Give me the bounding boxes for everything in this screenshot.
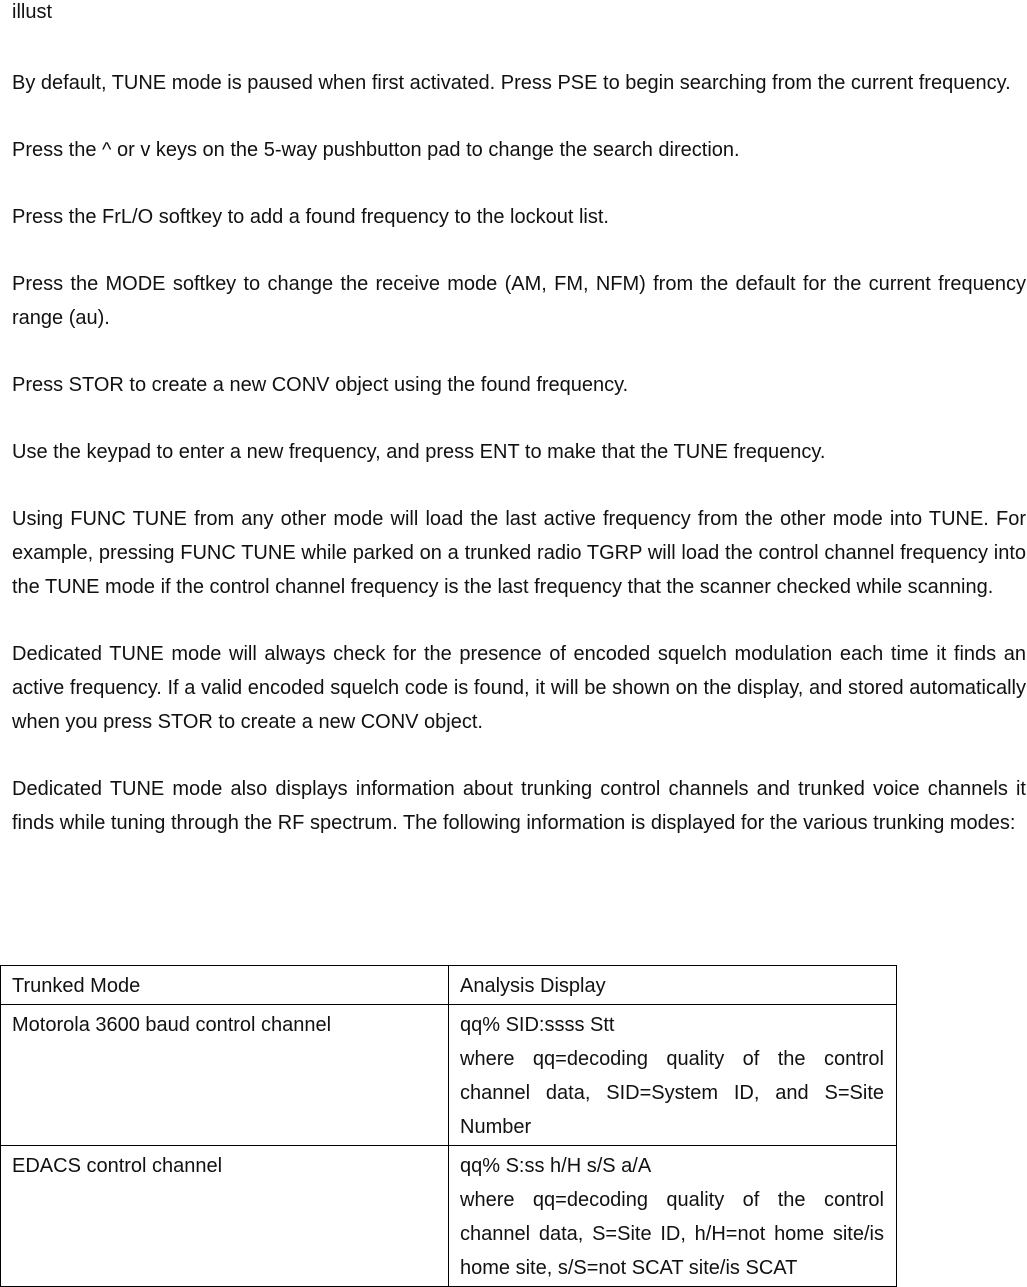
paragraph-lockout: Press the FrL/O softkey to add a found frequency to the lockout list. (12, 206, 609, 228)
table-row (1, 1146, 897, 1287)
paragraph-encoded-squelch: Dedicated TUNE mode will always check for the presence of encoded squelch modulation each time it finds an active frequency. If a valid encoded squelch code is found, it will be shown on the display, and stored automatically when you press STOR to create a new CONV object. (12, 643, 1026, 733)
header-analysis-display: Analysis Display (449, 966, 897, 1005)
cell-analysis (449, 1005, 897, 1146)
paragraph-func-tune: Using FUNC TUNE from any other mode will load the last active frequency from the other mode into TUNE. For example, pressing FUNC TUNE while parked on a trunked radio TGRP will load the control channel frequency into the TUNE mode if the control channel frequency is the last frequency that the scanner checked while scanning. (12, 508, 1026, 598)
spacer (12, 24, 1026, 66)
spacer (12, 604, 1026, 637)
page-heading: illust (12, 1, 53, 23)
paragraph-keypad: Use the keypad to enter a new frequency, and press ENT to make that the TUNE frequency. (12, 441, 826, 463)
table-header-row (1, 966, 897, 1005)
spacer (12, 402, 1026, 435)
table-row (1, 1005, 897, 1146)
trunked-mode-table (0, 965, 897, 1287)
document-page (12, 0, 1026, 840)
paragraph-trunking-info: Dedicated TUNE mode also displays information about trunking control channels and trunked voice channels it finds while tuning through the RF spectrum. The following information is displayed for the various trunking modes: (12, 778, 1026, 834)
cell-analysis (449, 1146, 897, 1287)
spacer (12, 469, 1026, 502)
spacer (12, 335, 1026, 368)
analysis-description: where qq=decoding quality of the control channel data, SID=System ID, and S=Site Number (460, 1048, 884, 1138)
analysis-display-format: qq% SID:ssss Stt (460, 1014, 615, 1036)
analysis-description: where qq=decoding quality of the control channel data, S=Site ID, h/H=not home site/is home site, s/S=not SCAT site/is SCAT (460, 1189, 884, 1279)
paragraph-default-paused: By default, TUNE mode is paused when first activated. Press PSE to begin searching from the current frequency. (12, 72, 1011, 94)
cell-mode: Motorola 3600 baud control channel (1, 1005, 449, 1146)
spacer (12, 234, 1026, 267)
spacer (12, 167, 1026, 200)
cell-mode: EDACS control channel (1, 1146, 449, 1287)
paragraph-mode-softkey: Press the MODE softkey to change the receive mode (AM, FM, NFM) from the default for the current frequency range (au). (12, 273, 1026, 329)
spacer (12, 739, 1026, 772)
header-trunked-mode: Trunked Mode (1, 966, 449, 1005)
paragraph-stor: Press STOR to create a new CONV object using the found frequency. (12, 374, 629, 396)
spacer (12, 100, 1026, 133)
paragraph-search-direction: Press the ^ or v keys on the 5-way pushbutton pad to change the search direction. (12, 139, 740, 161)
analysis-display-format: qq% S:ss h/H s/S a/A (460, 1155, 652, 1177)
